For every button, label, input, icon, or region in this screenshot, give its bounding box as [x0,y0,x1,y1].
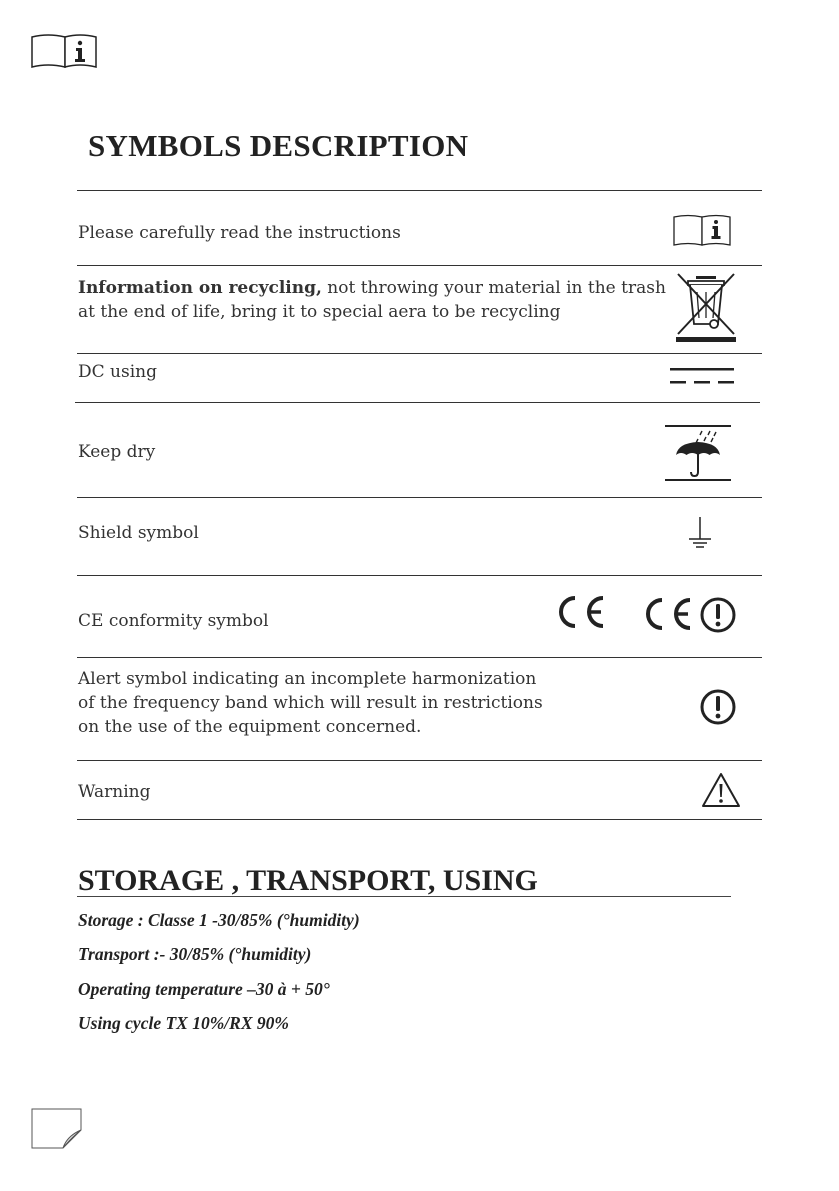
dc-symbol-icon [668,366,736,388]
symbol-row-description: Shield symbol [78,523,199,543]
divider [77,896,731,897]
page-curl-icon [31,1108,83,1150]
alert-circle-icon [699,596,737,634]
storage-spec-line: Storage : Classe 1 -30/85% (°humidity) [78,910,360,930]
using-cycle-line: Using cycle TX 10%/RX 90% [78,1013,289,1033]
divider [77,497,762,498]
recycling-lead: Information on recycling, [78,278,322,298]
symbol-row-description [78,667,543,739]
section-title: STORAGE , TRANSPORT, USING [78,864,538,897]
symbol-row-description [78,276,678,324]
ground-symbol-icon [686,516,714,552]
divider [77,265,762,266]
recycling-text: not throwing your material in the trash [321,278,666,298]
divider [77,190,762,191]
alert-circle-icon [699,688,737,726]
divider [75,402,760,403]
operating-temperature-line: Operating temperature –30 à + 50° [78,979,330,999]
alert-text-line1: Alert symbol indicating an incomplete harmonization [78,669,537,689]
transport-spec-line: Transport :- 30/85% (°humidity) [78,944,312,964]
divider [77,760,762,761]
warning-triangle-icon [700,771,742,809]
page-title: SYMBOLS DESCRIPTION [88,128,469,163]
recycling-text-line2: at the end of life, bring it to special aera to be recycling [78,302,561,322]
crossed-bin-icon [672,270,740,346]
symbol-row-description: Warning [78,782,151,802]
read-instructions-icon [672,212,732,248]
ce-mark-icon [553,594,607,630]
alert-text-line3: on the use of the equipment concerned. [78,717,422,737]
divider [77,575,762,576]
divider [77,353,762,354]
symbol-row-description: Please carefully read the instructions [78,223,401,243]
divider [77,657,762,658]
umbrella-rain-icon [664,423,732,485]
symbol-row-description: DC using [78,362,157,382]
symbol-row-description: CE conformity symbol [78,611,269,631]
divider [77,819,762,820]
read-instructions-icon [30,31,98,71]
ce-mark-icon [640,596,694,632]
symbol-row-description: Keep dry [78,442,156,462]
alert-text-line2: of the frequency band which will result in restrictions [78,693,543,713]
